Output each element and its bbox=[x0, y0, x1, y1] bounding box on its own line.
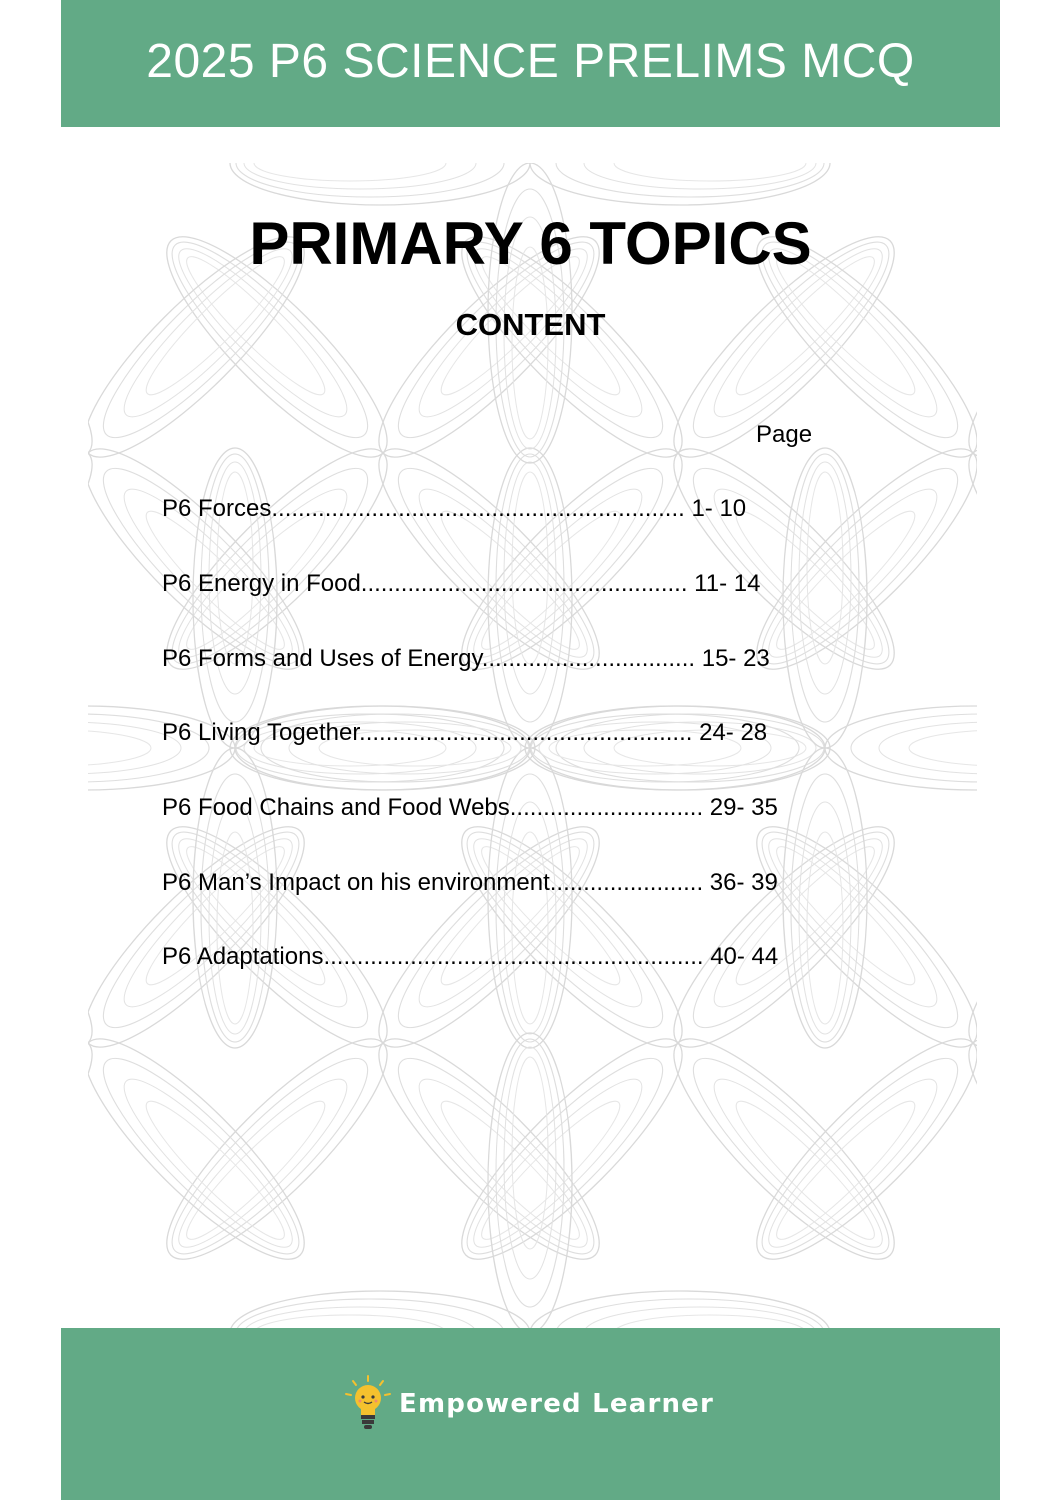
brand-logo bbox=[343, 1374, 714, 1434]
footer-band bbox=[61, 1328, 1000, 1500]
lightbulb-icon bbox=[343, 1374, 393, 1434]
header-title: 2025 P6 SCIENCE PRELIMS MCQ bbox=[146, 35, 915, 88]
page-title: PRIMARY 6 TOPICS bbox=[249, 210, 812, 277]
toc-entry-food-chains-and-food-webs: P6 Food Chains and Food Webs............................. 29- 35 bbox=[162, 794, 778, 821]
toc-entry-adaptations: P6 Adaptations......................................................... 40- 44 bbox=[162, 943, 779, 970]
toc-entry-forces: P6 Forces.............................................................. 1- 10 bbox=[162, 495, 747, 522]
brand-name: Empowered Learner bbox=[399, 1389, 715, 1419]
content-heading: CONTENT bbox=[455, 307, 606, 342]
page-column-label: Page bbox=[756, 421, 813, 448]
header-band bbox=[61, 0, 1000, 127]
toc-entry-forms-and-uses-of-energy: P6 Forms and Uses of Energy................................ 15- 23 bbox=[162, 645, 770, 672]
toc-entry-mans-impact: P6 Man’s Impact on his environment....................... 36- 39 bbox=[162, 869, 778, 896]
toc-entry-energy-in-food: P6 Energy in Food................................................. 11- 14 bbox=[162, 570, 761, 597]
toc-entry-living-together: P6 Living Together.................................................. 24- 28 bbox=[162, 719, 768, 746]
